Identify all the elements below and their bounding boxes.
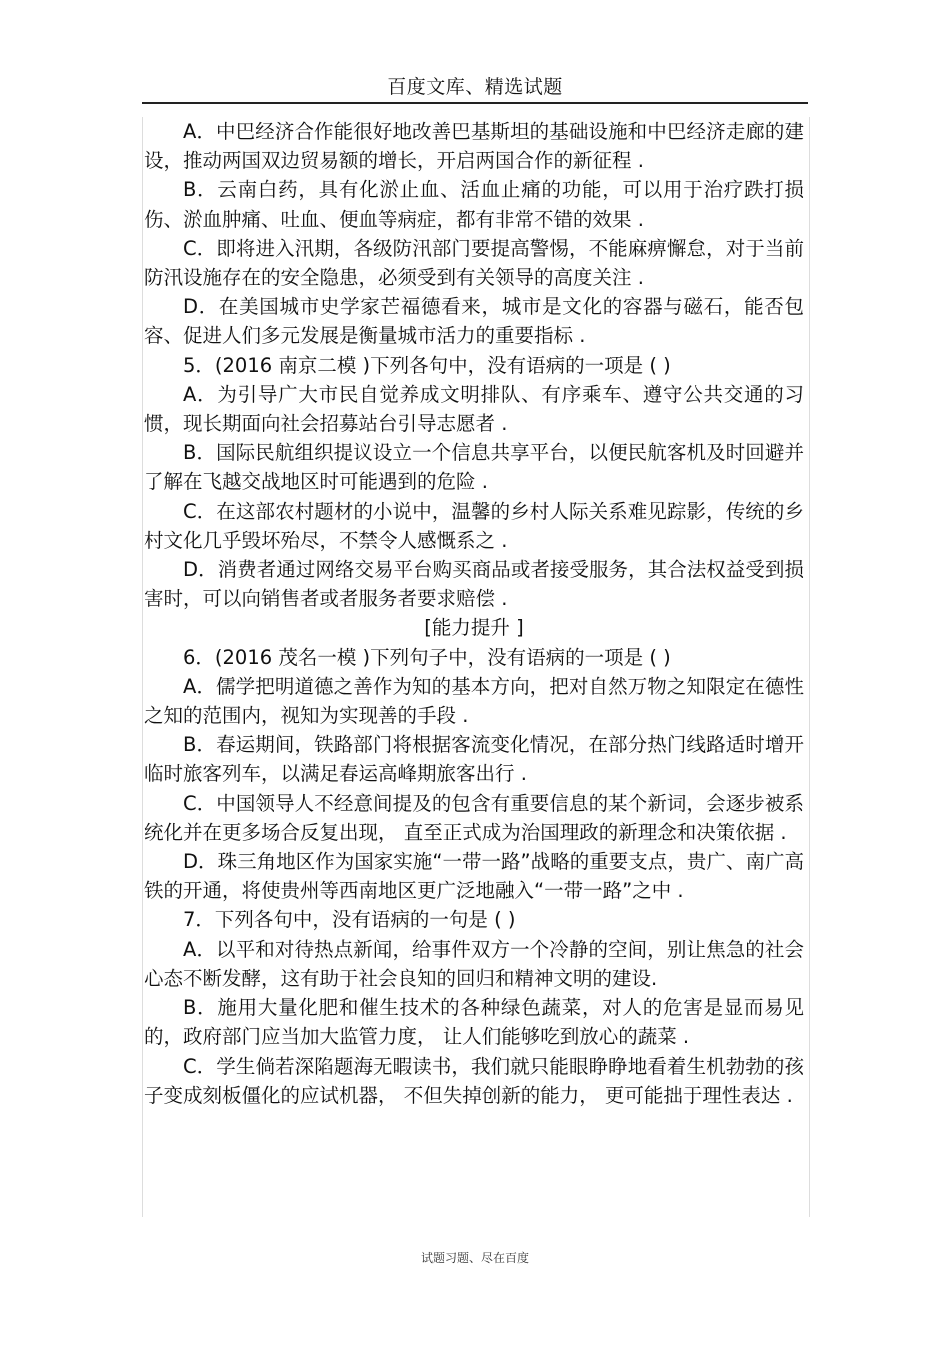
q6-option-d-text: D．珠三角地区作为国家实施“一带一路”战略的重要支点，贵广、南广高铁的开通，将使贵州等西南地区更广泛地融入“一带一路”之中 . xyxy=(144,850,804,903)
q6-option-b-text: B．春运期间，铁路部门将根据客流变化情况，在部分热门线路适时增开临时旅客列车，以满足春运高峰期旅客出行 . xyxy=(144,733,804,786)
q5-option-a-text: A．为引导广大市民自觉养成文明排队、有序乘车、遵守公共交通的习惯，现长期面向社会招募站台引导志愿者 . xyxy=(144,382,804,436)
option-a-text: A．中巴经济合作能很好地改善巴基斯坦的基础设施和中巴经济走廊的建设，推动两国双边贸易额的增长，开启两国合作的新征程 . xyxy=(144,120,804,173)
q5-option-c-text: C．在这部农村题材的小说中，温馨的乡村人际关系难见踪影，传统的乡村文化几乎毁坏殆尽，不禁令人感慨系之 . xyxy=(144,499,804,552)
option-d-text: D．在美国城市史学家芒福德看来，城市是文化的容器与磁石，能否包容、促进人们多元发展是衡量城市活力的重要指标 . xyxy=(144,295,804,348)
q7-option-b-text: B．施用大量化肥和催生技术的各种绿色蔬菜，对人的危害是显而易见的，政府部门应当加大监管力度， 让人们能够吃到放心的蔬菜 . xyxy=(144,996,804,1049)
q6-option-c-text: C．中国领导人不经意间提及的包含有重要信息的某个新词，会逐步被系统化并在更多场合反复出现， 直至正式成为治国理政的新理念和决策依据 . xyxy=(144,791,804,844)
header-divider xyxy=(142,102,808,104)
option-c-text: C．即将进入汛期，各级防汛部门要提高警惕，不能麻痹懈怠，对于当前防汛设施存在的安全隐患，必须受到有关领导的高度关注 . xyxy=(144,236,804,290)
question-content xyxy=(144,117,804,1110)
page-footer: 试题习题、尽在百度 xyxy=(420,1251,529,1265)
question-6-stem: 6．(2016 茂名一模 )下列句子中，没有语病的一项是 ( ) xyxy=(183,645,671,669)
q6-option-a-text: A．儒学把明道德之善作为知的基本方向，把对自然万物之知限定在德性之知的范围内，视知为实现善的手段 . xyxy=(144,674,804,728)
question-5-stem: 5．(2016 南京二模 )下列各句中，没有语病的一项是 ( ) xyxy=(183,353,671,377)
page-header: 百度文库、精选试题 xyxy=(387,76,563,98)
section-heading: [能力提升 ] xyxy=(424,616,524,640)
q5-option-b-text: B．国际民航组织提议设立一个信息共享平台，以便民航客机及时回避并了解在飞越交战地区时可能遇到的危险 . xyxy=(144,441,804,494)
question-7-stem: 7．下列各句中，没有语病的一句是 ( ) xyxy=(183,908,516,932)
q5-option-d-text: D．消费者通过网络交易平台购买商品或者接受服务，其合法权益受到损害时，可以向销售者或者服务者要求赔偿 . xyxy=(144,558,804,611)
q7-option-c-text: C．学生倘若深陷题海无暇读书，我们就只能眼睁睁地看着生机勃勃的孩子变成刻板僵化的应试机器， 不但失掉创新的能力， 更可能拙于理性表达 . xyxy=(144,1054,804,1107)
option-b-text: B．云南白药，具有化淤止血、活血止痛的功能，可以用于治疗跌打损伤、淤血肿痛、吐血、便血等病症，都有非常不错的效果 . xyxy=(144,178,804,231)
q7-option-a-text: A．以平和对待热点新闻，给事件双方一个冷静的空间，别让焦急的社会心态不断发酵，这有助于社会良知的回归和精神文明的建设. xyxy=(144,937,804,990)
